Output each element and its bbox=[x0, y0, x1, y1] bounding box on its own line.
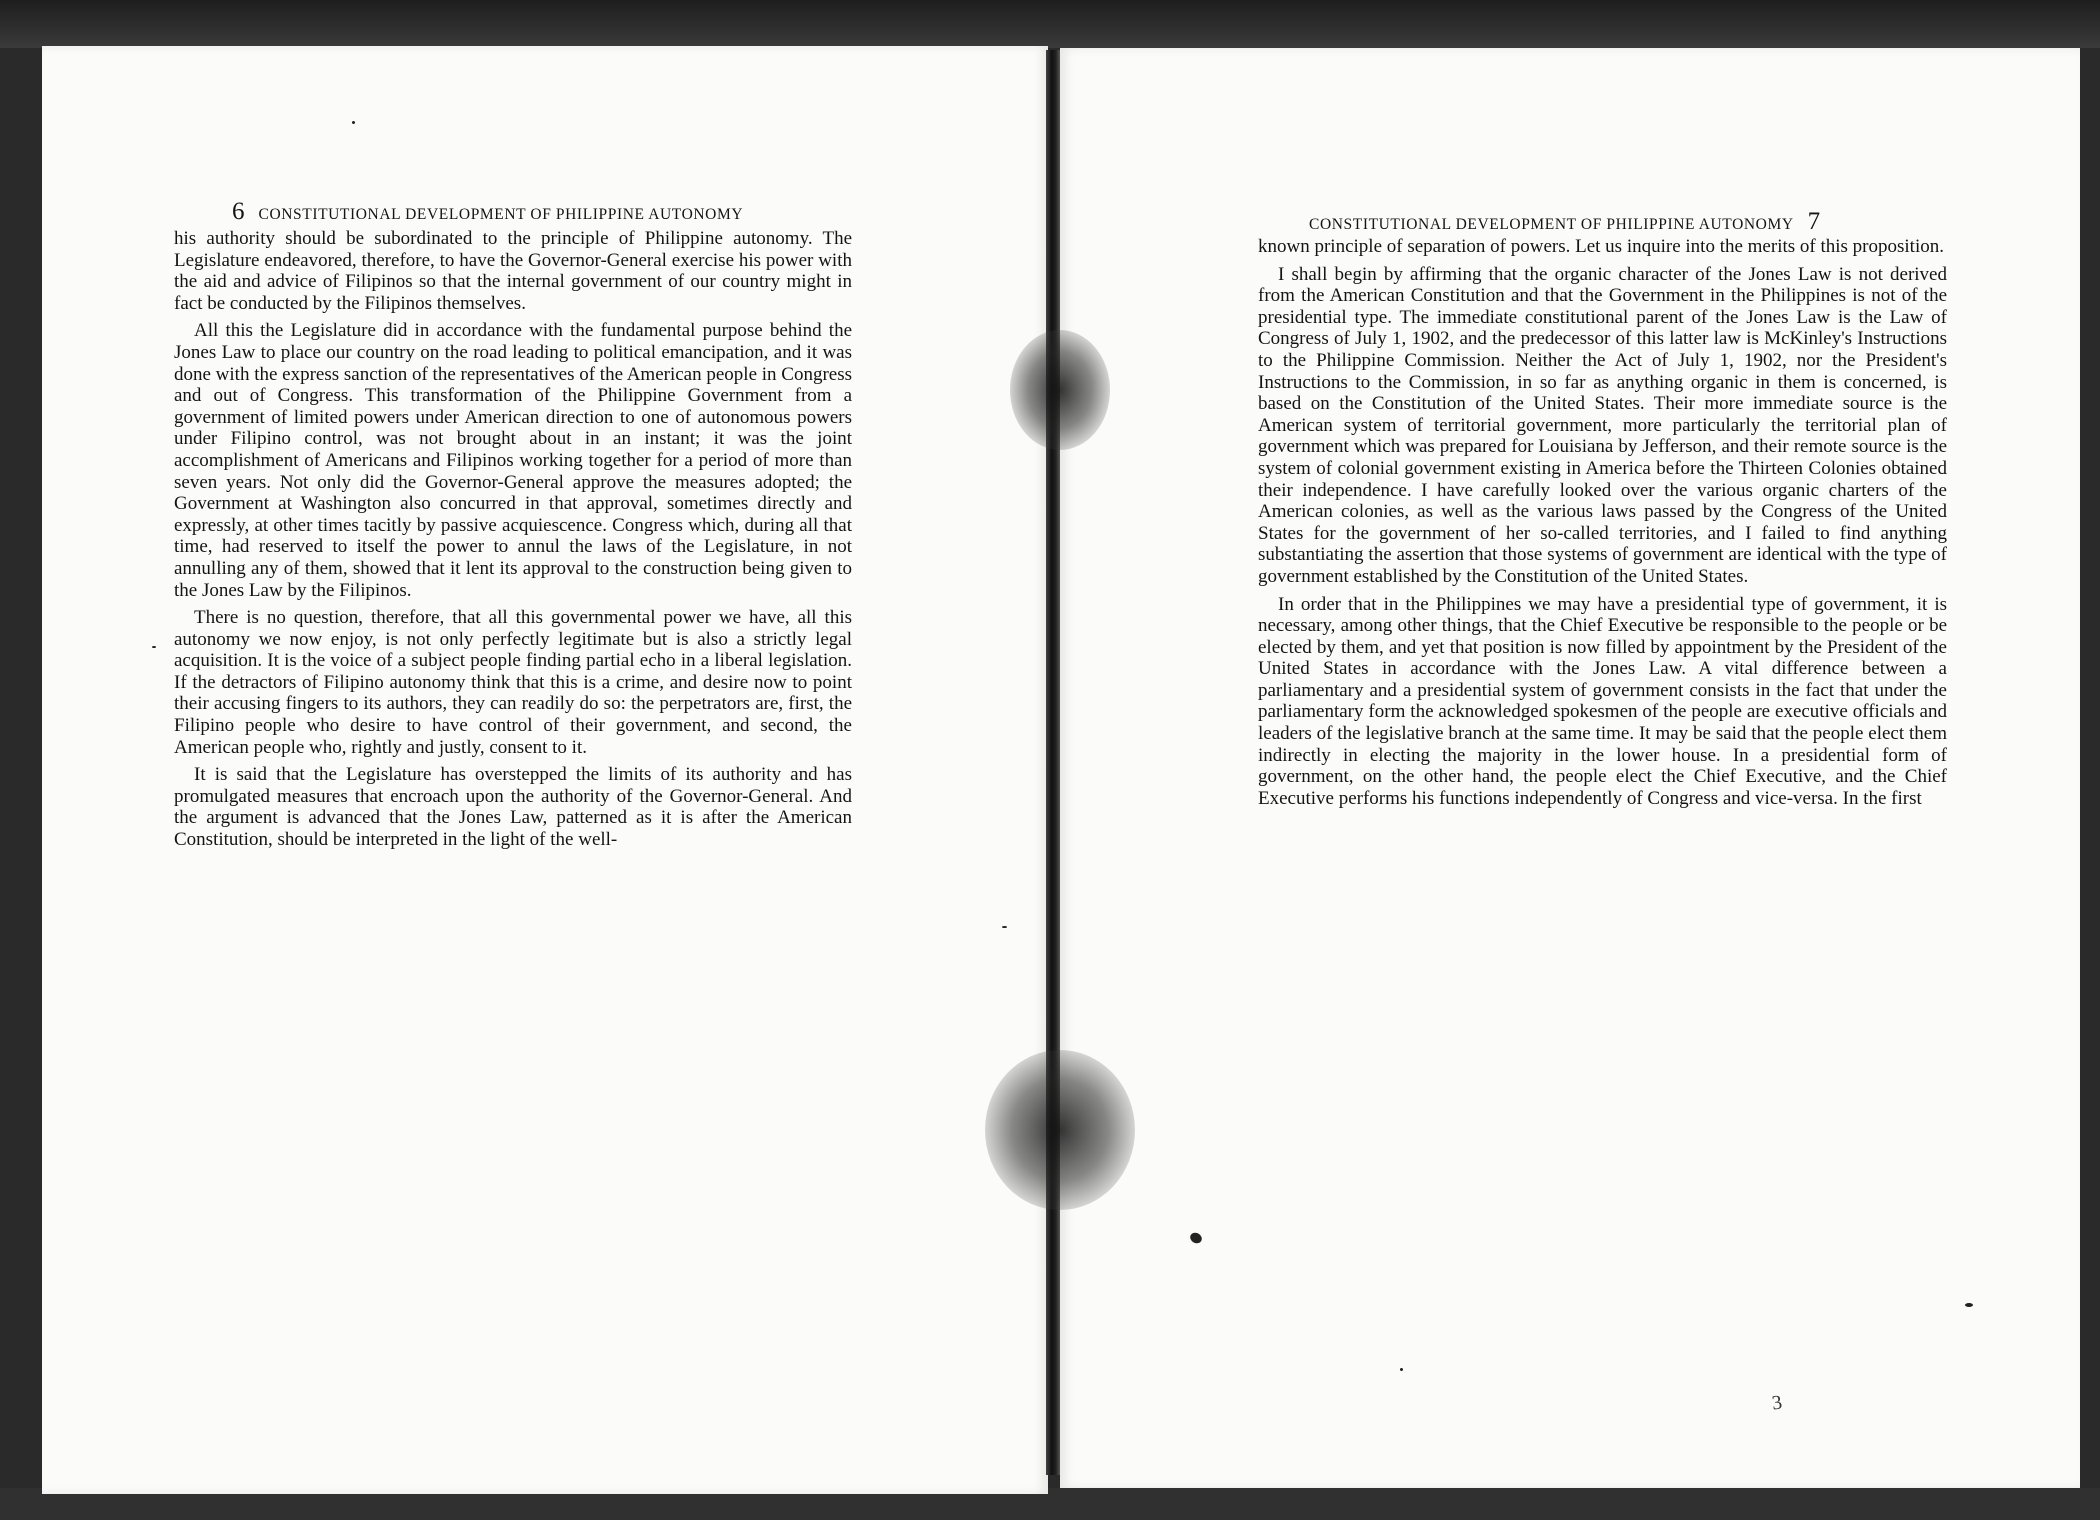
ink-blot bbox=[1010, 330, 1110, 450]
left-paragraph: It is said that the Legislature has overstepped the limits of its authority and has promulgated measures that encroach upon the authority of the Governor-General. And the argument is advanced that the Jones Law, patterned as it is after the American Constitution, should be interpreted in the light of the well- bbox=[174, 764, 852, 851]
left-paragraph: All this the Legislature did in accordance with the fundamental purpose behind the Jones Law to place our country on the road leading to political emancipation, and it was done with the express sanction of the representatives of the American people in Congress and out of Congress. This transformation of the Philippine Government from a government of limited powers under American direction to one of autonomous powers under Filipino control, was not brought about in an instant; it was the joint accomplishment of Americans and Filipinos working together for a period of more than seven years. Not only did the Governor-General approve the measures adopted; the Government at Washington also concurred in that approval, sometimes directly and expressly, at other times tacitly by passive acquiescence. Congress which, during all that time, had reserved to itself the power to annul the laws of the Legislature, in not annulling any of them, showed that it lent its approval to the construction being given to the Jones Law by the Filipinos. bbox=[174, 320, 852, 601]
dust-speck bbox=[1002, 926, 1007, 928]
ink-mark bbox=[1188, 1231, 1203, 1246]
book-binding-gutter bbox=[1046, 50, 1060, 1475]
left-page bbox=[42, 46, 1048, 1494]
dust-speck bbox=[352, 121, 355, 124]
left-paragraph: There is no question, therefore, that all this governmental power we have, all this autonomy we now enjoy, is not only perfectly legitimate but is also a strictly legal acquisition. It is the voice of a subject people finding partial echo in a liberal legislation. If the detractors of Filipino autonomy think that this is a crime, and desire now to point their accusing fingers to its authors, they can readily do so: the perpetrators are, first, the Filipino people who desire to have control of their government, and second, the American people who, rightly and justly, consent to it. bbox=[174, 607, 852, 758]
folio-mark: 3 bbox=[1770, 1391, 1784, 1415]
dust-speck bbox=[1965, 1303, 1973, 1307]
right-running-header bbox=[1309, 208, 1820, 236]
left-running-header bbox=[232, 198, 743, 226]
dust-speck bbox=[152, 646, 156, 648]
left-paragraph: his authority should be subordinated to the principle of Philippine autonomy. The Legislature endeavored, therefore, to have the Governor-General exercise his power with the aid and advice of Filipinos so that the internal government of our country might in fact be conducted by the Filipinos themselves. bbox=[174, 228, 852, 314]
right-paragraph: known principle of separation of powers. Let us inquire into the merits of this proposition. bbox=[1258, 236, 1944, 257]
right-running-head-title: CONSTITUTIONAL DEVELOPMENT OF PHILIPPINE AUTONOMY bbox=[1309, 216, 1794, 233]
left-body-text bbox=[174, 228, 852, 857]
dust-speck bbox=[1400, 1368, 1403, 1371]
left-running-head-title: CONSTITUTIONAL DEVELOPMENT OF PHILIPPINE AUTONOMY bbox=[258, 206, 744, 223]
right-paragraph: In order that in the Philippines we may have a presidential type of government, it is necessary, among other things, that the Chief Executive be responsible to the people or be elected by them, and yet that position is now filled by appointment by the President of the United States in accordance with the Jones Law. A vital difference between a parliamentary and a presidential system of government consists in the fact that under the parliamentary form the acknowledged spokesmen of the people are executive officials and leaders of the legislative branch at the same time. It may be said that the people elect them indirectly in electing the majority in the lower house. In a presidential form of government, on the other hand, the people elect the Chief Executive, and the Chief Executive performs his functions independently of Congress and vice-versa. In the first bbox=[1258, 593, 1947, 809]
left-page-number: 6 bbox=[232, 198, 245, 225]
ink-blot bbox=[985, 1050, 1135, 1210]
scan-border-top bbox=[0, 0, 2100, 48]
right-body-text bbox=[1258, 236, 1947, 815]
right-page bbox=[1060, 48, 2080, 1488]
right-paragraph: I shall begin by affirming that the organic character of the Jones Law is not derived from the American Constitution and that the Government in the Philippines is not of the presidential type. The immediate constitutional parent of the Jones Law is the Law of Congress of July 1, 1902, and the predecessor of this latter law is McKinley's Instructions to the Philippine Commission. Neither the Act of July 1, 1902, nor the President's Instructions to the Commission, in so far as anything organic in them is concerned, is based on the Constitution of the United States. Their more immediate source is the American system of territorial government, more particularly the territorial plan of government which was prepared for Louisiana by Jefferson, and their remote source is the system of colonial government existing in America before the Thirteen Colonies obtained their independence. I have carefully looked over the various organic charters of the American colonies, as well as the various laws passed by the Congress of the United States for the government of her so-called territories, and I failed to find anything substantiating the assertion that those systems of government are identical with the type of government established by the Constitution of the United States. bbox=[1258, 263, 1947, 587]
right-page-number: 7 bbox=[1807, 208, 1821, 235]
